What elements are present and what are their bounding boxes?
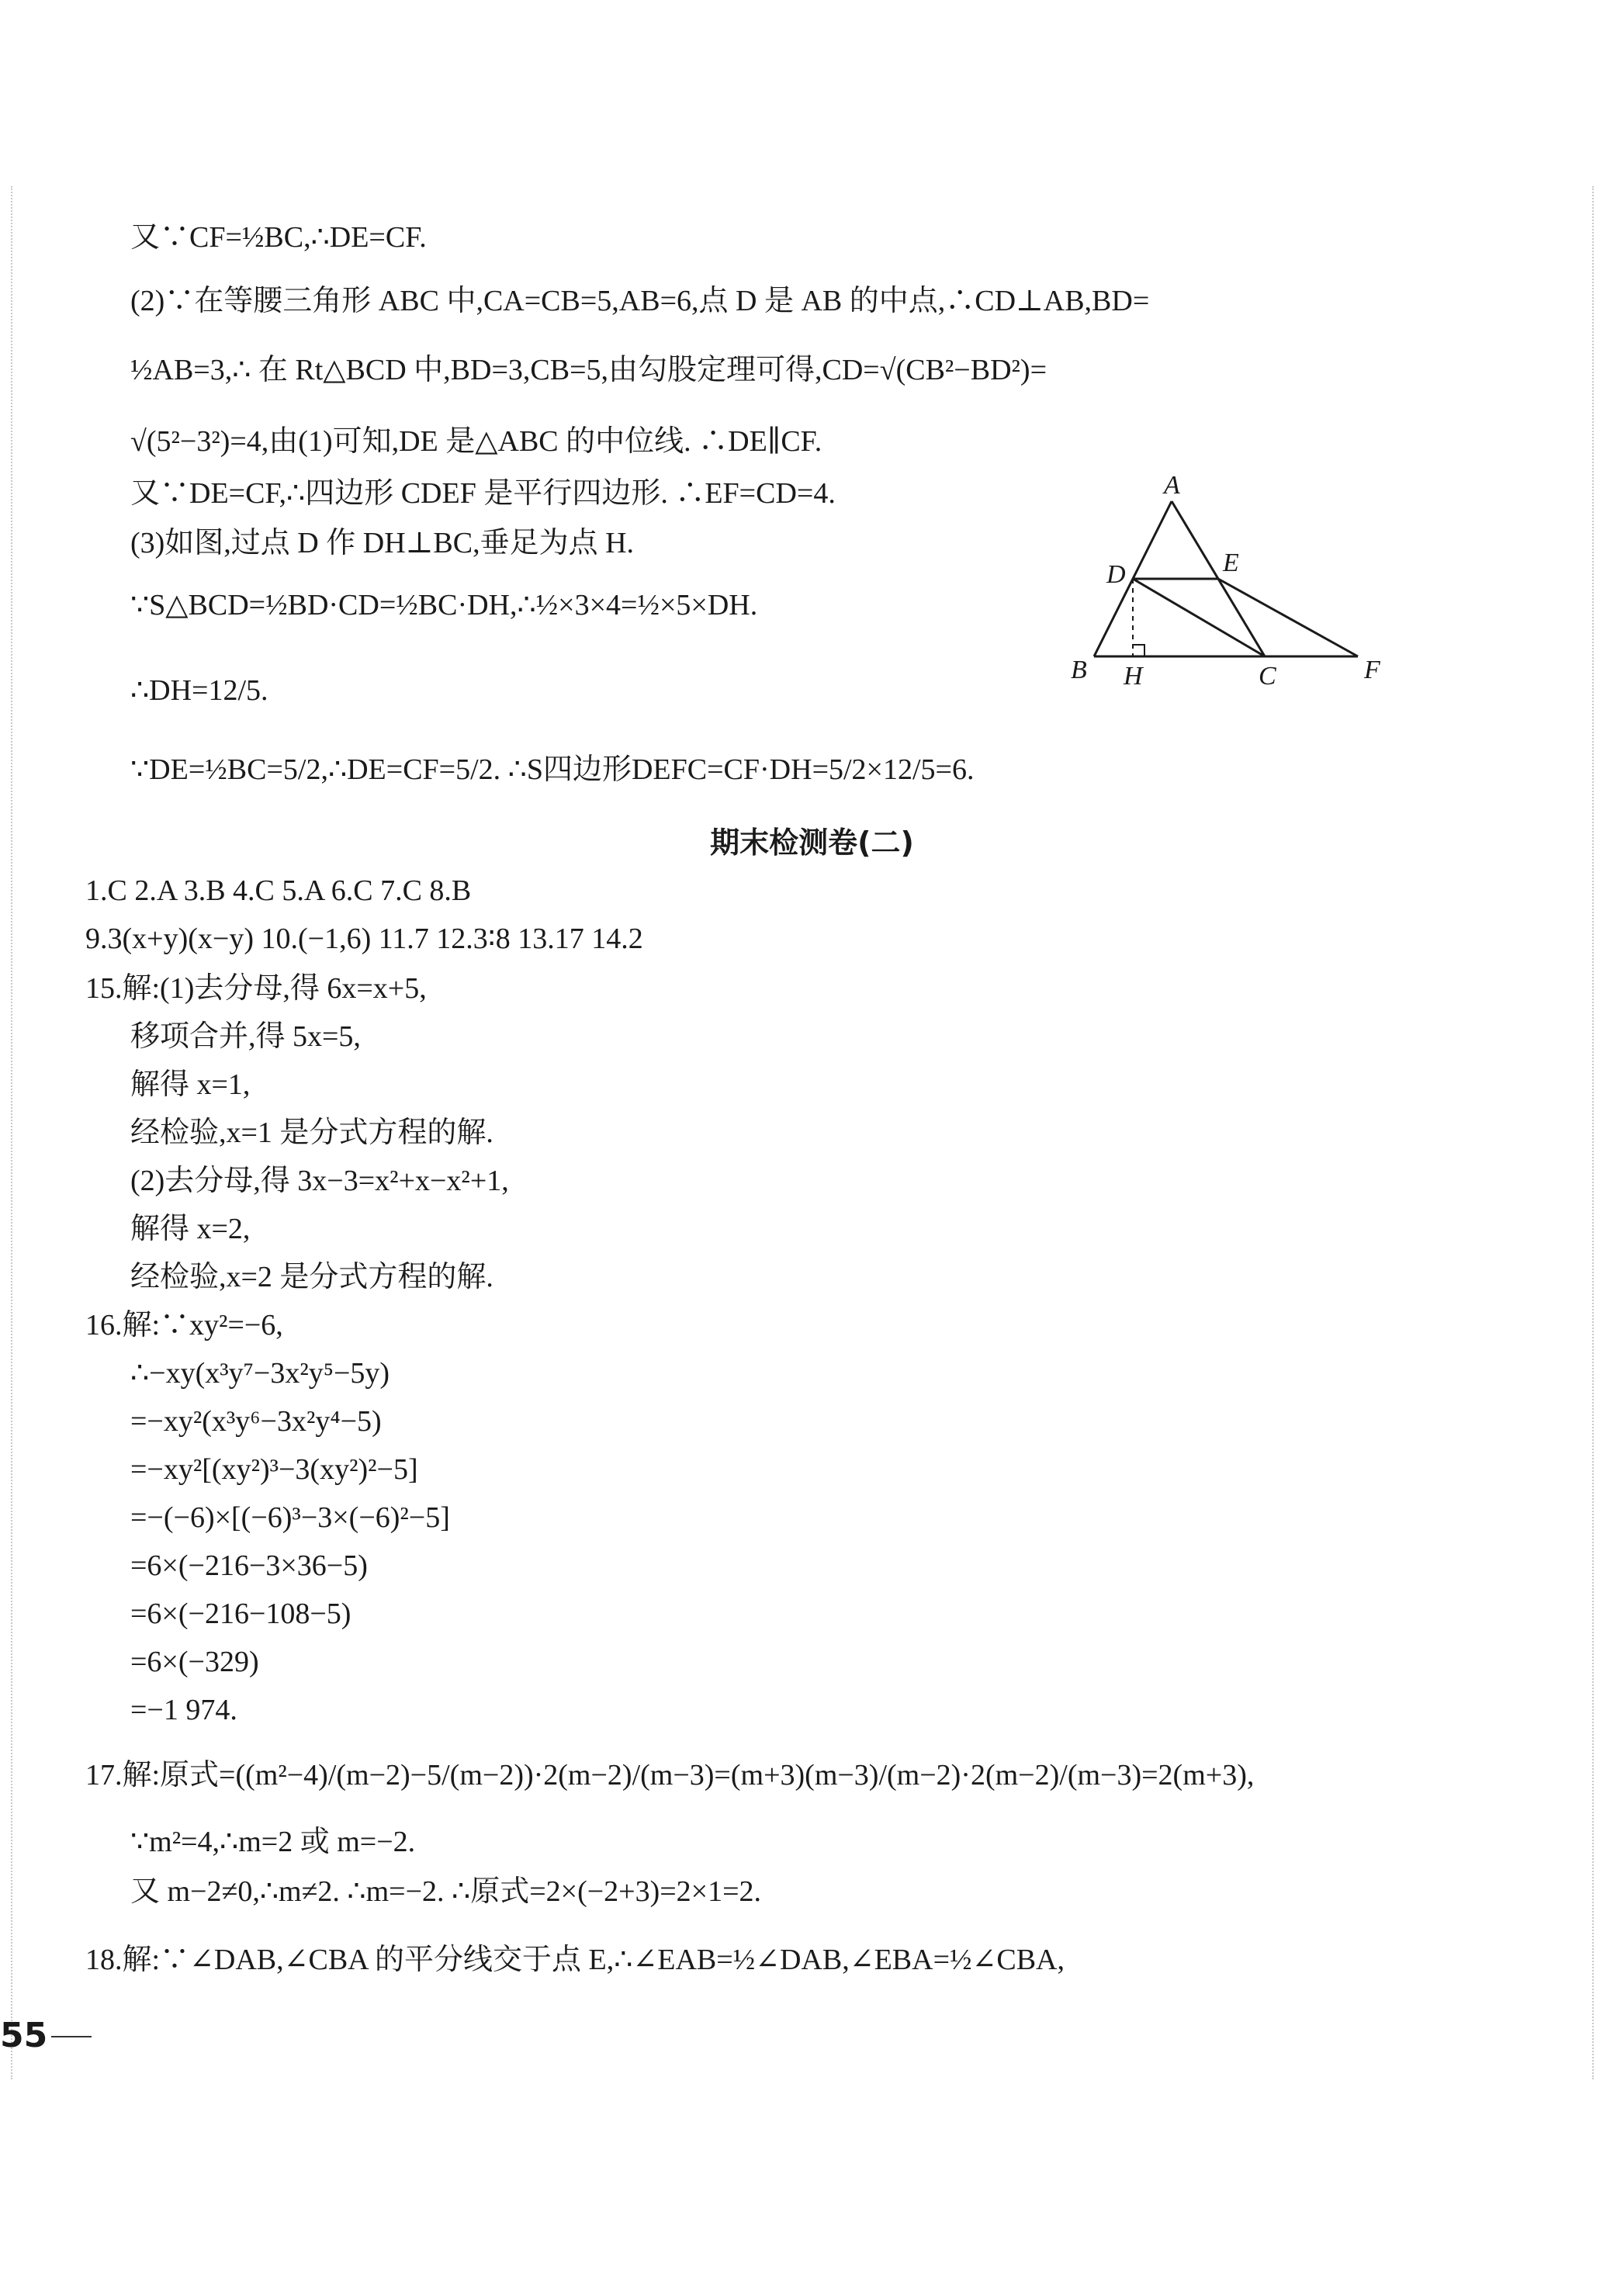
q16-line-2: ∴−xy(x³y⁷−3x²y⁵−5y) [130,1357,390,1390]
answers-choice: 1.C 2.A 3.B 4.C 5.A 6.C 7.C 8.B [85,874,472,907]
binding-fold-left [11,186,12,2079]
label-c: C [1259,662,1276,691]
label-b: B [1071,656,1087,684]
text-line-4: √(5²−3²)=4,由(1)可知,DE 是△ABC 的中位线. ∴DE∥CF. [130,425,822,458]
q16-line-9: =−1 974. [130,1694,237,1726]
segment-dc [1133,579,1265,656]
text-line-9: ∵DE=½BC=5/2,∴DE=CF=5/2. ∴S四边形DEFC=CF·DH=5/2×12/5=6. [130,753,975,786]
q16-line-3: =−xy²(x³y⁶−3x²y⁴−5) [130,1405,382,1438]
label-f: F [1364,656,1380,684]
page-number-rule [51,2036,92,2037]
section-title: 期末检测卷(二) [710,826,914,860]
q15-line-7: 经检验,x=2 是分式方程的解. [130,1261,493,1293]
q15-line-1: 15.解:(1)去分母,得 6x=x+5, [85,972,427,1005]
label-a: A [1164,471,1180,500]
q15-line-2: 移项合并,得 5x=5, [130,1020,361,1053]
label-h: H [1124,662,1143,691]
q15-line-6: 解得 x=2, [130,1213,251,1245]
text-line-7: ∵S△BCD=½BD·CD=½BC·DH,∴½×3×4=½×5×DH. [130,589,758,621]
text-line-8: ∴DH=12/5. [130,674,268,707]
text-line-3: ½AB=3,∴ 在 Rt△BCD 中,BD=3,CB=5,由勾股定理可得,CD=√(CB²−BD²)= [130,354,1047,386]
q15-line-4: 经检验,x=1 是分式方程的解. [130,1116,493,1149]
q16-line-5: =−(−6)×[(−6)³−3×(−6)²−5] [130,1501,450,1534]
label-d: D [1106,560,1126,589]
q16-line-1: 16.解:∵xy²=−6, [85,1309,283,1341]
answers-fill: 9.3(x+y)(x−y) 10.(−1,6) 11.7 12.3∶8 13.17 14.2 [85,923,643,955]
q17-line-3: 又 m−2≠0,∴m≠2. ∴m=−2. ∴原式=2×(−2+3)=2×1=2. [130,1875,762,1908]
q15-line-5: (2)去分母,得 3x−3=x²+x−x²+1, [130,1165,509,1197]
geometry-figure [1055,470,1412,703]
label-e: E [1223,549,1239,577]
text-line-2: (2)∵在等腰三角形 ABC 中,CA=CB=5,AB=6,点 D 是 AB 的中点,∴CD⊥AB,BD= [130,285,1150,317]
text-line-1: 又∵CF=½BC,∴DE=CF. [130,221,427,254]
q16-line-4: =−xy²[(xy²)³−3(xy²)²−5] [130,1453,418,1486]
q16-line-7: =6×(−216−108−5) [130,1598,351,1630]
q16-line-6: =6×(−216−3×36−5) [130,1549,368,1582]
q18-line-1: 18.解:∵∠DAB,∠CBA 的平分线交于点 E,∴∠EAB=½∠DAB,∠EBA=½∠CBA, [85,1944,1065,1976]
segment-ef [1218,579,1358,656]
q17-line-1: 17.解:原式=((m²−4)/(m−2)−5/(m−2))·2(m−2)/(m−3)=(m+3)(m−3)/(m−2)·2(m−2)/(m−3)=2(m+3), [85,1759,1255,1792]
text-line-6: (3)如图,过点 D 作 DH⊥BC,垂足为点 H. [130,527,635,559]
q15-line-3: 解得 x=1, [130,1068,251,1101]
text-line-5: 又∵DE=CF,∴四边形 CDEF 是平行四边形. ∴EF=CD=4. [130,477,836,510]
q16-line-8: =6×(−329) [130,1646,259,1678]
right-angle-mark [1133,645,1144,656]
page-number: 55 [0,2016,48,2055]
q17-line-2: ∵m²=4,∴m=2 或 m=−2. [130,1826,416,1858]
binding-fold-right [1592,186,1594,2079]
